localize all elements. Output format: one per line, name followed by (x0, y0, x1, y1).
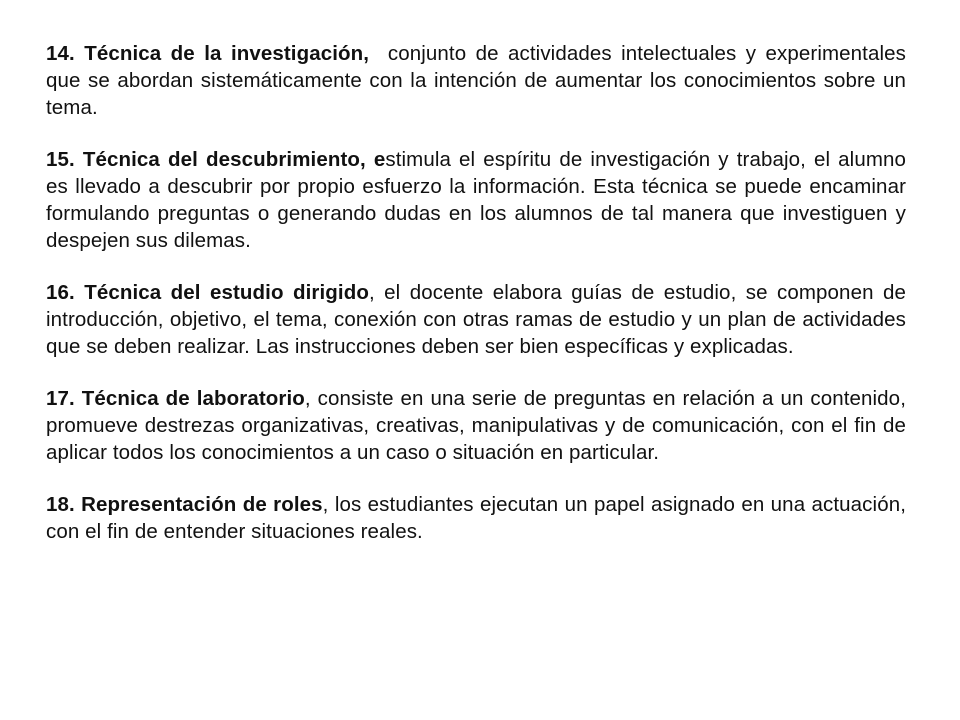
technique-heading: 16. Técnica del estudio dirigido (46, 281, 369, 304)
technique-item-17 (46, 385, 918, 466)
technique-heading: 15. Técnica del descubrimiento, e (46, 148, 386, 171)
slide-content (46, 40, 918, 570)
technique-description: , los estudiantes ejecutan un papel asignado en una actuación, con el fin de entender situaciones reales. (46, 493, 906, 543)
technique-description: stimula el espíritu de investigación y trabajo, el alumno es llevado a descubrir por propio esfuerzo la información. Esta técnica se puede encaminar formulando preguntas o generando dudas en los alumnos de tal manera que investiguen y despejen sus dilemas. (46, 148, 907, 252)
technique-item-14 (46, 40, 912, 121)
technique-description: , el docente elabora guías de estudio, se componen de introducción, objetivo, el tema, conexión con otras ramas de estudio y un plan de actividades que se deben realizar. Las instrucciones deben ser bien específicas y explicadas. (46, 281, 906, 358)
technique-description: , consiste en una serie de preguntas en relación a un contenido, promueve destrezas organizativas, creativas, manipulativas y de comunicación, con el fin de aplicar todos los conocimientos a un caso o situación en particular. (46, 387, 918, 464)
technique-description: conjunto de actividades intelectuales y experimentales que se abordan sistemáticamente con la intención de aumentar los conocimientos sobre un tema. (46, 42, 912, 119)
technique-heading: 14. Técnica de la investigación, (46, 42, 370, 65)
technique-item-18 (46, 491, 906, 545)
technique-heading: 17. Técnica de laboratorio (46, 387, 305, 410)
technique-item-16 (46, 279, 906, 360)
technique-item-15 (46, 146, 906, 254)
technique-heading: 18. Representación de roles (46, 493, 323, 516)
